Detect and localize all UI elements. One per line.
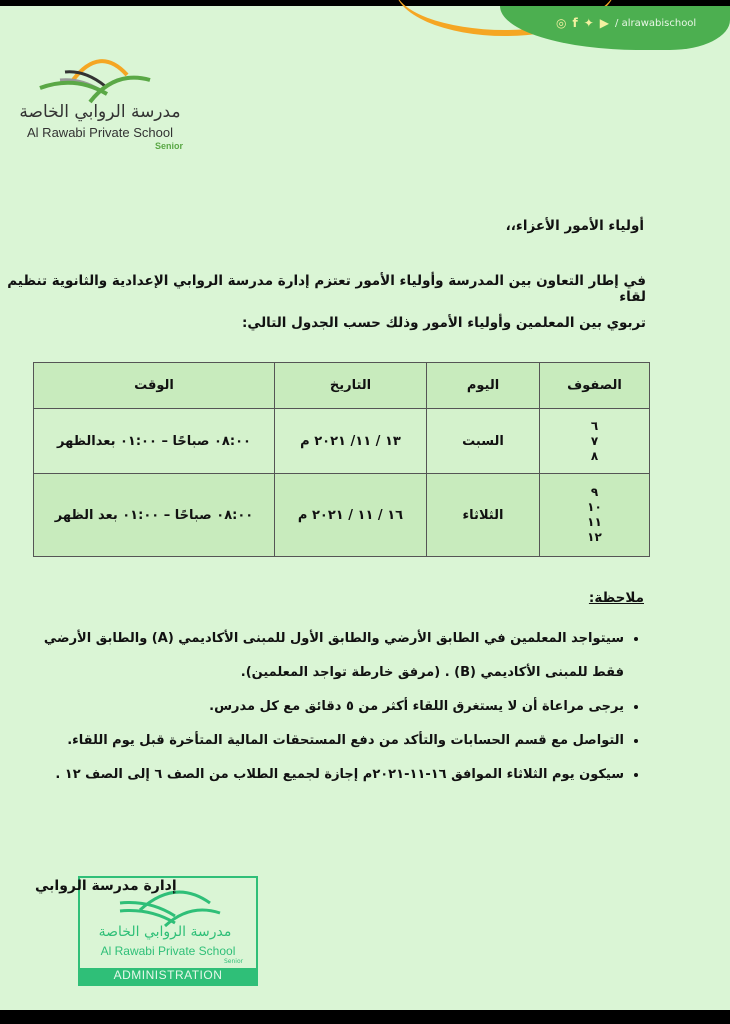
notes-title: ملاحظة: bbox=[588, 590, 644, 606]
facebook-icon: f bbox=[572, 16, 578, 30]
day-cell: الثلاثاء bbox=[427, 474, 540, 557]
logo-tag: Senior bbox=[155, 141, 184, 151]
stamp-band: ADMINISTRATION bbox=[80, 968, 256, 984]
stamp-tag: Senior bbox=[224, 958, 244, 965]
stamp-english-name: Al Rawabi Private School bbox=[100, 944, 236, 958]
table-header-row bbox=[34, 363, 650, 409]
day-cell: السبت bbox=[427, 409, 540, 474]
signature-text: إدارة مدرسة الروابي bbox=[35, 878, 177, 894]
logo-arabic-name: مدرسة الروابي الخاصة bbox=[19, 102, 181, 122]
instagram-icon: ◎ bbox=[556, 16, 567, 30]
notes-list bbox=[34, 622, 646, 792]
greeting: أولياء الأمور الأعزاء،، bbox=[505, 218, 644, 234]
time-cell: ٠٨:٠٠ صباحًا – ٠١:٠٠ بعدالظهر bbox=[34, 409, 275, 474]
header-day: اليوم bbox=[427, 363, 540, 409]
youtube-icon: ▶ bbox=[599, 16, 610, 30]
date-cell: ١٣ / ١١/ ٢٠٢١ م bbox=[275, 409, 427, 474]
note-item: • يرجى مراعاة أن لا يستغرق اللقاء أكثر من ٥ دقائق مع كل مدرس. bbox=[34, 690, 624, 724]
note-item: • سيكون يوم الثلاثاء الموافق ١٦-١١-٢٠٢١م إجازة لجميع الطلاب من الصف ٦ إلى الصف ١٢ . bbox=[34, 758, 624, 792]
meeting-schedule-table bbox=[33, 362, 650, 557]
scan-border-bottom bbox=[0, 1010, 730, 1024]
social-links bbox=[556, 16, 696, 30]
logo-english-name: Al Rawabi Private School bbox=[27, 125, 173, 140]
school-logo bbox=[15, 50, 185, 155]
intro-line-2: تربوي بين المعلمين وأولياء الأمور وذلك حسب الجدول التالي: bbox=[242, 315, 646, 331]
table-row bbox=[34, 409, 650, 474]
twitter-icon: ✦ bbox=[583, 16, 594, 30]
table-row bbox=[34, 474, 650, 557]
header-date: التاريخ bbox=[275, 363, 427, 409]
grade: ٧ bbox=[590, 433, 599, 448]
intro-line-1: في إطار التعاون بين المدرسة وأولياء الأمور تعتزم إدارة مدرسة الروابي الإعدادية والثانوية تنظيم لقاء bbox=[7, 273, 646, 305]
stamp-arabic-name: مدرسة الروابي الخاصة bbox=[98, 924, 232, 940]
grade: ٦ bbox=[590, 418, 599, 433]
note-item: • التواصل مع قسم الحسابات والتأكد من دفع المستحقات المالية المتأخرة قبل يوم اللقاء. bbox=[34, 724, 624, 758]
grade: ٨ bbox=[590, 448, 599, 463]
grade: ١٢ bbox=[587, 530, 602, 544]
grades-cell bbox=[540, 474, 650, 557]
grade: ٩ bbox=[590, 485, 599, 499]
grade: ١١ bbox=[587, 515, 602, 529]
header-time: الوقت bbox=[34, 363, 275, 409]
grades-cell bbox=[540, 409, 650, 474]
logo-hills-icon bbox=[15, 50, 185, 105]
note-item: • سيتواجد المعلمين في الطابق الأرضي والطابق الأول للمبنى الأكاديمي (A) والطابق الأرضي فقط للمبنى الأكاديمي (B) . (مرفق خارطة تواجد المعلمين). bbox=[34, 622, 624, 690]
social-handle: / alrawabischool bbox=[615, 17, 697, 29]
time-cell: ٠٨:٠٠ صباحًا – ٠١:٠٠ بعد الظهر bbox=[34, 474, 275, 557]
date-cell: ١٦ / ١١ / ٢٠٢١ م bbox=[275, 474, 427, 557]
grade: ١٠ bbox=[587, 500, 602, 514]
header-grades: الصفوف bbox=[540, 363, 650, 409]
